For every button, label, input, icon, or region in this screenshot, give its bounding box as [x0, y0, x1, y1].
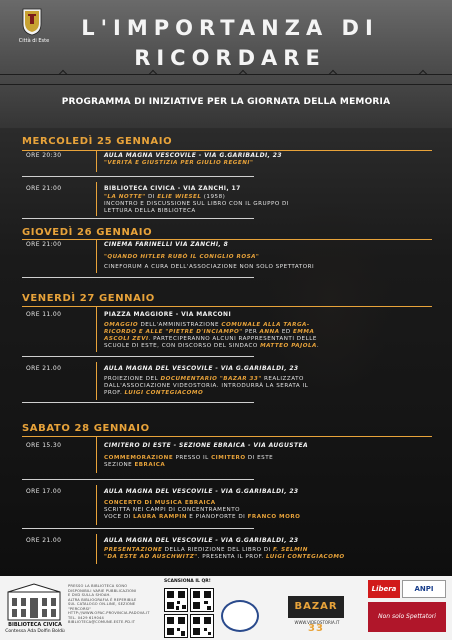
event-time: ORE 21.00 [26, 365, 62, 372]
highlight-text: LAURA RAMPIN [133, 514, 188, 520]
highlight-text: CIMITERO [211, 455, 246, 461]
highlight-text: "QUANDO HITLER RUBÒ IL CONIGLIO ROSA" [104, 254, 260, 260]
body-text: CINEFORUM A CURA DELL'ASSOCIAZIONE NON SOLO SPETTATORI [104, 264, 315, 270]
event-divider [22, 479, 254, 480]
event-place: AULA MAGNA DEL VESCOVILE - VIA G.GARIBALDI, 23 [104, 365, 299, 372]
highlight-text: "VERITÀ E GIUSTIZIA PER GIULIO REGENI" [104, 160, 254, 166]
event-divider [22, 277, 254, 278]
barb [419, 70, 427, 78]
event-time: ORE 17.00 [26, 488, 62, 495]
body-text: PROF. [104, 390, 125, 396]
event-text-line [104, 376, 414, 383]
library-info [68, 584, 154, 625]
body-text: DELLA RIEDIZIONE DEL LIBRO DI [162, 547, 274, 553]
info-line: SUL CATALOGO ON-LINE, SEZIONE [68, 602, 136, 606]
highlight-text: ANNA [259, 329, 280, 335]
event-text [104, 500, 414, 521]
libera-logo: Libera [368, 580, 400, 598]
day-divider [22, 150, 432, 151]
event-bar [96, 182, 97, 216]
non-solo-spettatori-logo: Non solo Spettatori [368, 602, 446, 632]
page-title-line-2: RICORDARE [134, 46, 326, 70]
event-text-line [104, 201, 414, 208]
day-divider [22, 306, 432, 307]
event-text-line [104, 500, 414, 507]
footer [0, 576, 452, 640]
event-place: AULA MAGNA DEL VESCOVILE - VIA G.GARIBALDI, 23 [104, 488, 299, 495]
event-divider [22, 176, 254, 177]
body-text: INCONTRO E DISCUSSIONE SUL LIBRO CON IL GRUPPO DI [104, 201, 290, 207]
event-divider [22, 218, 254, 219]
highlight-text: COMMEMORAZIONE [104, 455, 174, 461]
body-text: DI ESTE [245, 455, 274, 461]
event-divider [22, 356, 254, 357]
event-text [104, 376, 414, 397]
highlight-text: "DA ESTE AD AUSCHWITZ" [104, 554, 198, 560]
event-time: ORE 21.00 [26, 537, 62, 544]
day-heading: MERCOLEDÌ 25 GENNAIO [22, 136, 173, 147]
event-text [104, 194, 414, 215]
highlight-text: LUIGI CONTEGIACOMO [265, 554, 345, 560]
info-line: TEL. 0429 619044 [68, 615, 104, 620]
body-text: VOCE DI [104, 514, 134, 520]
event-text-line [104, 514, 414, 521]
body-text: DALL'ASSOCIAZIONE VIDEOSTORIA. INTRODURRÀ LA SERATA IL [104, 383, 309, 389]
body-text: ED [279, 329, 293, 335]
event-time: ORE 21:00 [26, 185, 62, 192]
body-text: SEZIONE [104, 462, 135, 468]
event-text-line [104, 554, 414, 561]
event-text-line [104, 194, 414, 201]
event-bar [96, 150, 97, 172]
highlight-text: OMAGGIO [104, 322, 139, 328]
association-logo-icon [221, 600, 259, 632]
event-bar [96, 306, 97, 352]
barbed-wire [0, 74, 452, 75]
qr-code-icon[interactable] [164, 588, 188, 612]
videostoria-link[interactable]: WWW.VIDEOSTORIA.IT [294, 620, 340, 625]
event-text [104, 160, 414, 167]
event-bar [96, 437, 97, 473]
event-bar [96, 362, 97, 400]
event-text-line [104, 262, 414, 272]
highlight-text: DOCUMENTARIO "BAZAR 33" [160, 376, 262, 382]
event-place: AULA MAGNA VESCOVILE - VIA G.GARIBALDI, 23 [104, 152, 282, 159]
event-text-line [104, 208, 414, 215]
barb [59, 70, 67, 78]
event-text-line [104, 455, 414, 462]
event-text [104, 322, 414, 350]
highlight-text: FRANCO MORO [247, 514, 301, 520]
event-text-line [104, 547, 414, 554]
body-text: PROIEZIONE DEL [104, 376, 161, 382]
day-divider [22, 436, 432, 437]
highlight-text: COMUNALE ALLA TARGA- [221, 322, 310, 328]
body-text: . [316, 343, 320, 349]
day-heading: VENERDÌ 27 GENNAIO [22, 293, 155, 304]
email-link[interactable]: BIBLIOTECA@COMUNE.ESTE.PD.IT [68, 620, 136, 624]
highlight-text: "LA NOTTE" [104, 194, 146, 200]
event-text-line [104, 329, 414, 336]
library-name: BIBLIOTECA CIVICA [8, 622, 62, 628]
header [0, 0, 452, 128]
event-divider [22, 402, 254, 403]
event-text-line [104, 343, 414, 350]
body-text: . PRESENTA IL PROF. [197, 554, 266, 560]
barbed-wire [0, 84, 452, 85]
body-text: SCUOLE DI ESTE, CON DISCORSO DEL SINDACO [104, 343, 261, 349]
event-text-line [104, 390, 414, 397]
info-line: E DVD SULLA SHOAH. [68, 593, 111, 597]
page-subtitle: PROGRAMMA DI INIZIATIVE PER LA GIORNATA DELLA MEMORIA [61, 97, 391, 107]
event-time: ORE 20:30 [26, 152, 62, 159]
event-place: CINEMA FARINELLI VIA ZANCHI, 8 [104, 241, 229, 248]
qr-code-icon[interactable] [164, 614, 188, 638]
highlight-text: MATTEO PAJOLA [260, 343, 317, 349]
highlight-text: EBRAICA [134, 462, 166, 468]
event-bar [96, 239, 97, 273]
opac-link[interactable]: HTTP://WWW.OPAC.PROVINCIA.PADOVA.IT [68, 611, 150, 615]
event-place: CIMITERO DI ESTE - SEZIONE EBRAICA - VIA AUGUSTEA [104, 442, 309, 449]
info-line: DISPONIBILI VARIE PUBBLICAZIONI [68, 588, 137, 593]
body-text: . PARTECIPERANNO ALCUNI RAPPRESENTANTI DELLE [148, 336, 317, 342]
event-place: PIAZZA MAGGIORE - VIA MARCONI [104, 311, 232, 318]
day-divider [22, 239, 432, 240]
body-text: SCRITTA NEI CAMPI DI CONCENTRAMENTO [104, 507, 241, 513]
info-line: PRESSO LA BIBLIOTECA SONO [68, 584, 128, 588]
highlight-text: ELIE WIESEL [157, 194, 202, 200]
body-text: DELL'AMMINISTRAZIONE [138, 322, 222, 328]
body-text: E PIANOFORTE DI [187, 514, 248, 520]
event-text-line [104, 507, 414, 514]
qr-code-icon[interactable] [190, 614, 214, 638]
barb [239, 70, 247, 78]
highlight-text: EMMA [292, 329, 315, 335]
crest-label: Città di Este [18, 38, 50, 44]
day-heading: SABATO 28 GENNAIO [22, 423, 150, 434]
barb [149, 70, 157, 78]
event-text [104, 252, 414, 272]
event-text-line [104, 383, 414, 390]
body-text: (1958) [201, 194, 226, 200]
highlight-text: LUIGI CONTEGIACOMO [124, 390, 204, 396]
highlight-text: RICORDO E ALLE "PIETRE D'INCIAMPO" [104, 329, 243, 335]
event-text-line [104, 252, 414, 262]
event-text [104, 455, 414, 469]
event-place: BIBLIOTECA CIVICA - VIA ZANCHI, 17 [104, 185, 241, 192]
body-text: PER [242, 329, 260, 335]
info-line: "PERCORSI" [68, 606, 92, 611]
event-text [104, 547, 414, 561]
event-divider [22, 528, 254, 529]
library-building-icon [6, 582, 62, 622]
event-bar [96, 534, 97, 564]
bazar33-logo: BAZAR 33 [288, 596, 344, 618]
event-time: ORE 15.30 [26, 442, 62, 449]
day-heading: GIOVEDÌ 26 GENNAIO [22, 227, 153, 238]
body-text: LETTURA DELLA BIBLIOTECA [104, 208, 196, 214]
body-text: REALIZZATO [261, 376, 304, 382]
body-text: PRESSO IL [173, 455, 212, 461]
info-line: ALTRA BIBLIOGRAFIA È REPERIBILE [68, 597, 137, 602]
highlight-text: PRESENTAZIONE [104, 547, 163, 553]
highlight-text: CONCERTO DI MUSICA EBRAICA [104, 500, 216, 506]
event-text-line [104, 462, 414, 469]
qr-code-icon[interactable] [190, 588, 214, 612]
event-time: ORE 21:00 [26, 241, 62, 248]
event-text-line [104, 336, 414, 343]
barb [329, 70, 337, 78]
highlight-text: F. SELMIN [273, 547, 308, 553]
city-crest-icon [22, 8, 42, 36]
event-bar [96, 485, 97, 525]
body-text: DI [145, 194, 158, 200]
event-place: AULA MAGNA DEL VESCOVILE - VIA G.GARIBALDI, 23 [104, 537, 299, 544]
scan-label: SCANSIONA IL QR! [164, 579, 211, 584]
event-time: ORE 11.00 [26, 311, 62, 318]
event-text-line [104, 322, 414, 329]
highlight-text: ASCOLI ZEVI [104, 336, 149, 342]
event-text-line [104, 160, 414, 167]
anpi-logo: ANPI [402, 580, 446, 598]
library-subtitle: Contessa Ada Dolfin Boldù [5, 629, 65, 634]
page-title-line-1: L'IMPORTANZA DI [81, 16, 379, 40]
